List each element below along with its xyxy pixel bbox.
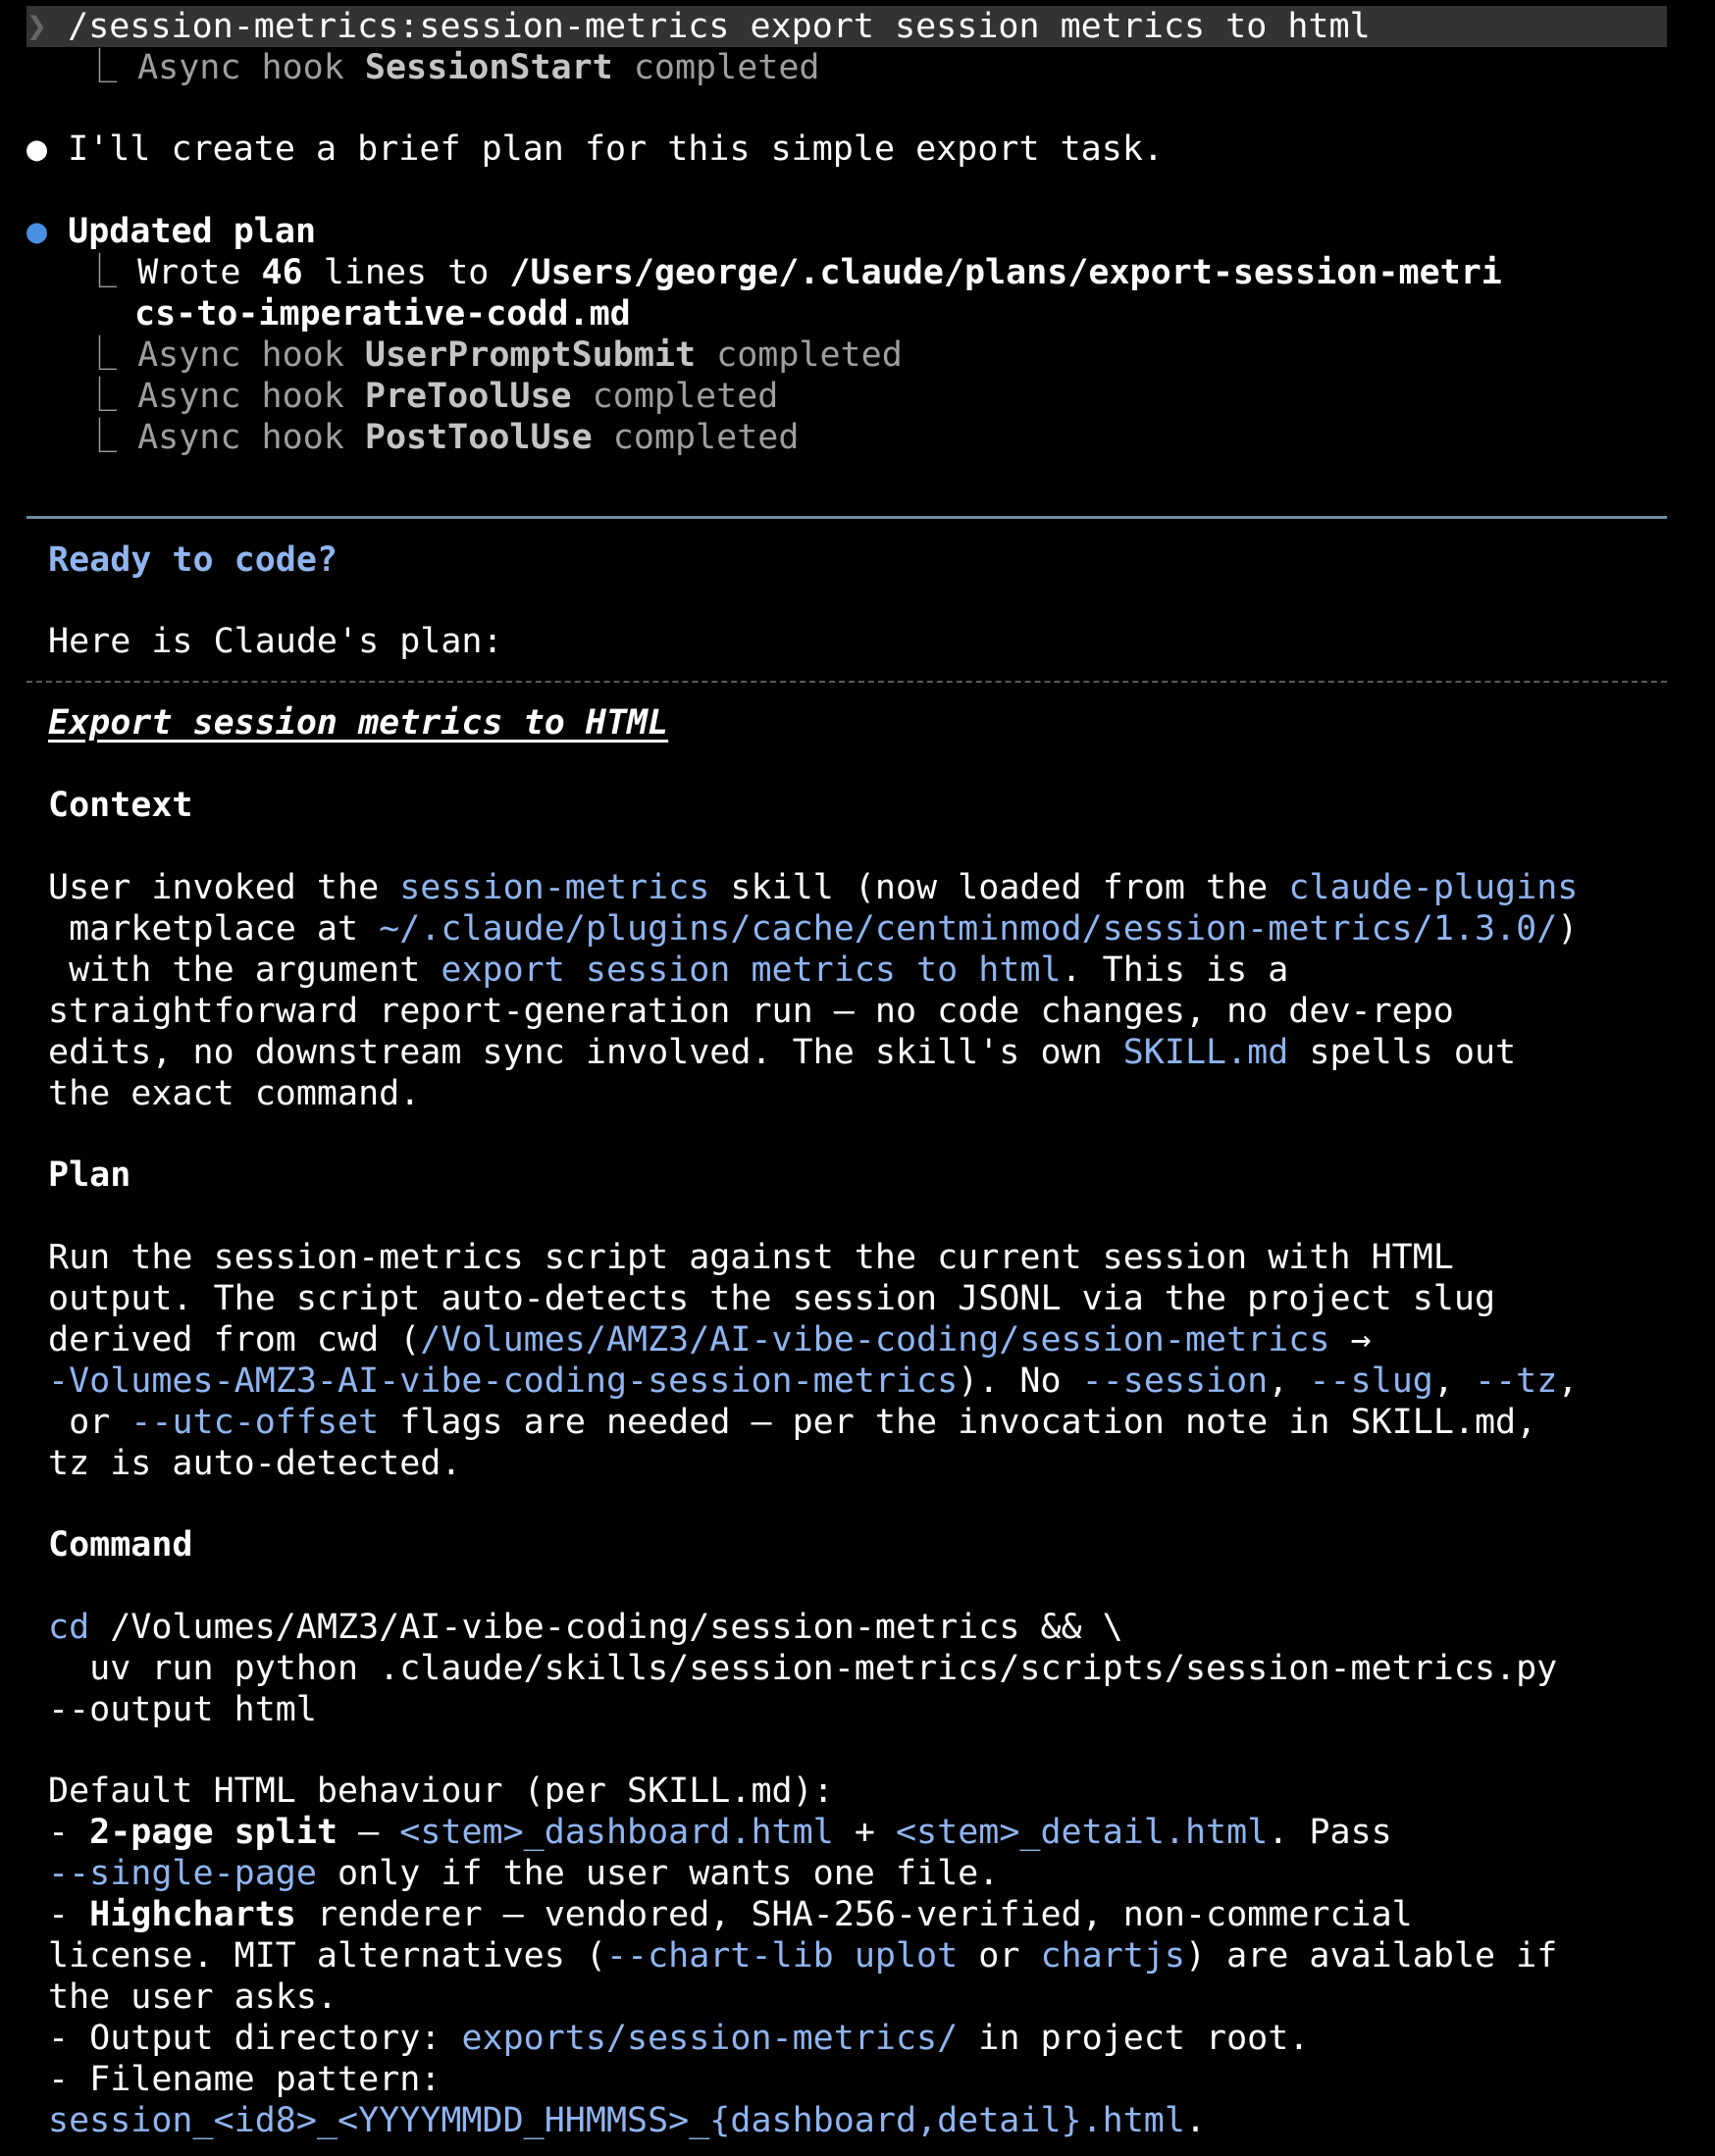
text: → (1329, 1320, 1372, 1360)
plugin-path: ~/.claude/plugins/cache/centminmod/session-metrics/1.3.0/ (379, 909, 1558, 949)
text: only if the user wants one file. (316, 1854, 1000, 1893)
cmd-line-1 (48, 1607, 1123, 1648)
cwd-path: /Volumes/AMZ3/AI-vibe-coding/session-metrics (420, 1320, 1330, 1360)
text: in project root. (958, 2019, 1310, 2058)
text: license. MIT alternatives ( (48, 1936, 606, 1976)
hook-prefix: Async hook (137, 335, 365, 375)
defaults-bullet-4-cont (48, 2100, 1206, 2141)
dialog-top-divider (26, 516, 1667, 519)
text: , (1557, 1361, 1579, 1401)
text: + (833, 1813, 896, 1852)
plan-write-line (82, 252, 1502, 293)
context-line-2 (48, 908, 1578, 950)
hook-prefix: Async hook (137, 48, 365, 87)
text: . Pass (1268, 1813, 1392, 1852)
context-line-1 (48, 867, 1578, 908)
text: edits, no downstream sync involved. The skill's own (48, 1033, 1123, 1072)
hook-name: UserPromptSubmit (364, 335, 697, 375)
text: spells out (1288, 1033, 1517, 1072)
context-line-5 (48, 1032, 1516, 1073)
skill-name: session-metrics (399, 868, 710, 907)
text: with the argument (48, 950, 442, 990)
tree-branch-icon: ⎿ (82, 418, 118, 457)
defaults-bullet-2-cont2: the user asks. (48, 1977, 338, 2017)
dialog-intro: Here is Claude's plan: (48, 622, 503, 661)
plan-heading: Plan (48, 1155, 131, 1195)
plan-line-3 (48, 1319, 1372, 1360)
marketplace-name: claude-plugins (1288, 868, 1579, 907)
defaults-intro: Default HTML behaviour (per SKILL.md): (48, 1771, 834, 1811)
tree-branch-icon: ⎿ (82, 377, 118, 416)
text: or (958, 1936, 1041, 1976)
text: . This is a (1061, 950, 1289, 990)
text: - Output directory: (48, 2019, 462, 2058)
flag-utc-offset: --utc-offset (130, 1403, 380, 1442)
plan-path-part1: /Users/george/.claude/plans/export-session-metri (509, 253, 1502, 292)
flag-chart-lib: --chart-lib uplot (605, 1936, 959, 1976)
flag-slug: --slug (1309, 1361, 1433, 1401)
text: or (48, 1403, 131, 1442)
text: flags are needed — per the invocation note in SKILL.md, (379, 1403, 1537, 1442)
plan-line-4 (48, 1360, 1578, 1402)
dialog-heading: Ready to code? (48, 540, 338, 580)
cmd-line-3: --output html (48, 1690, 317, 1729)
hook-line-post-tool-use (82, 417, 799, 458)
hook-line-user-prompt-submit (82, 334, 903, 376)
tree-branch-icon: ⎿ (82, 335, 118, 375)
cmd-line-2: uv run python .claude/skills/session-metrics/scripts/session-metrics.py (48, 1649, 1558, 1688)
command-text: /session-metrics:session-metrics export session metrics to html (68, 7, 1371, 46)
context-heading: Context (48, 786, 193, 825)
plan-bullet-icon: ● (26, 212, 48, 251)
text: Highcharts (89, 1895, 296, 1934)
filename-pattern: session_<id8>_<YYYYMMDD_HHMMSS>_{dashboard,detail}.html (48, 2101, 1185, 2140)
dialog-dashed-divider (26, 681, 1667, 683)
command-line (26, 6, 1371, 47)
hook-name: SessionStart (364, 48, 613, 87)
plan-line-2: output. The script auto-detects the session JSONL via the project slug (48, 1279, 1496, 1318)
argument-text: export session metrics to html (441, 950, 1062, 990)
context-line-3 (48, 950, 1288, 991)
hook-name: PostToolUse (364, 418, 593, 457)
text: 2-page split (89, 1813, 338, 1852)
defaults-bullet-1-cont (48, 1853, 999, 1894)
flag-single-page: --single-page (48, 1854, 317, 1893)
defaults-bullet-2 (48, 1894, 1413, 1935)
defaults-bullet-2-cont (48, 1935, 1557, 1976)
defaults-bullet-1 (48, 1812, 1392, 1853)
prompt-chevron-icon: ❯ (26, 7, 48, 46)
hook-name: PreToolUse (364, 377, 572, 416)
hook-status: completed (612, 48, 820, 87)
text: — (338, 1813, 400, 1852)
chartjs-option: chartjs (1040, 1936, 1185, 1976)
text: ) are available if (1185, 1936, 1558, 1976)
context-line-4: straightforward report-generation run — no code changes, no dev-repo (48, 992, 1454, 1031)
message-bullet-icon: ● (26, 129, 48, 169)
text: User invoked the (48, 868, 400, 907)
plan-line-5 (48, 1402, 1536, 1443)
hook-status: completed (696, 335, 903, 375)
text: marketplace at (48, 909, 380, 949)
text: - (48, 1895, 90, 1934)
hook-line-pre-tool-use (82, 376, 778, 417)
text: - (48, 1813, 90, 1852)
text: skill (now loaded from the (709, 868, 1289, 907)
text: renderer — vendored, SHA-256-verified, non-commercial (295, 1895, 1413, 1934)
cmd-keyword: cd (48, 1608, 90, 1647)
detail-file: <stem>_detail.html (895, 1813, 1269, 1852)
text: /Volumes/AMZ3/AI-vibe-coding/session-metrics && \ (89, 1608, 1123, 1647)
output-dir: exports/session-metrics/ (461, 2019, 959, 2058)
text: , (1268, 1361, 1310, 1401)
tree-branch-icon: ⎿ (82, 48, 118, 87)
line-count: 46 (261, 253, 303, 292)
skill-file: SKILL.md (1122, 1033, 1289, 1072)
message-text: I'll create a brief plan for this simple export task. (68, 129, 1164, 169)
defaults-bullet-3 (48, 2018, 1309, 2059)
plan-path-part2: cs-to-imperative-codd.md (134, 294, 631, 334)
hook-prefix: Async hook (137, 418, 365, 457)
hook-line-session-start (82, 47, 819, 88)
assistant-message (26, 128, 1164, 170)
plan-line-1: Run the session-metrics script against the current session with HTML (48, 1238, 1454, 1277)
text: . (1184, 2101, 1207, 2140)
text: ). No (958, 1361, 1082, 1401)
plan-update-title: Updated plan (68, 212, 317, 251)
plan-update-header (26, 211, 316, 252)
plan-title: Export session metrics to HTML (48, 703, 669, 743)
project-slug: -Volumes-AMZ3-AI-vibe-coding-session-metrics (48, 1361, 959, 1401)
text: ) (1557, 909, 1579, 949)
text: derived from cwd ( (48, 1320, 421, 1360)
hook-status: completed (592, 418, 800, 457)
flag-tz: --tz (1475, 1361, 1558, 1401)
defaults-bullet-4: - Filename pattern: (48, 2060, 442, 2099)
hook-prefix: Async hook (137, 377, 365, 416)
wrote-mid: lines to (302, 253, 510, 292)
wrote-prefix: Wrote (137, 253, 262, 292)
dashboard-file: <stem>_dashboard.html (399, 1813, 834, 1852)
flag-session: --session (1081, 1361, 1269, 1401)
text: , (1432, 1361, 1476, 1401)
context-line-6: the exact command. (48, 1074, 421, 1113)
command-heading: Command (48, 1525, 193, 1565)
tree-branch-icon: ⎿ (82, 253, 118, 292)
plan-line-6: tz is auto-detected. (48, 1444, 462, 1483)
hook-status: completed (571, 377, 779, 416)
